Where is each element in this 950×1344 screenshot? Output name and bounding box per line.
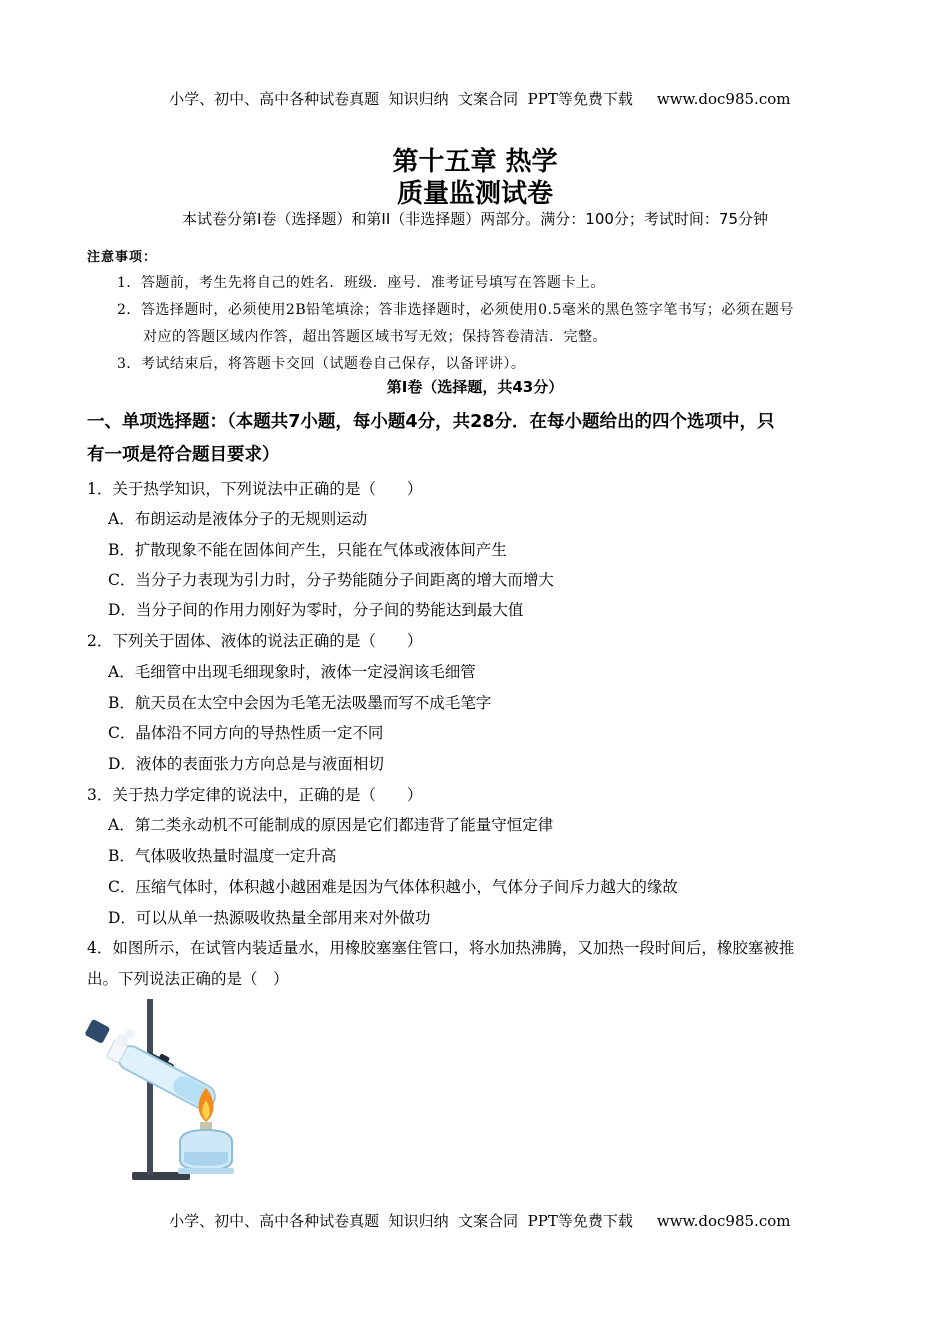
question-2-option-b: B．航天员在太空中会因为毛笔无法吸墨而写不成毛笔字 (108, 694, 492, 712)
footer-text: 小学、初中、高中各种试卷真题 知识归纳 文案合同 PPT等免费下载 (169, 1212, 633, 1230)
question-1-option-c: C．当分子力表现为引力时，分子势能随分子间距离的增大而增大 (108, 571, 554, 589)
question-3-stem: 3．关于热力学定律的说法中，正确的是（ ） (87, 786, 423, 804)
notice-item-2-cont: 对应的答题区域内作答，超出答题区域书写无效；保持答卷清洁．完整。 (143, 329, 607, 345)
question-3-option-c: C．压缩气体时，体积越小越困难是因为气体体积越小，气体分子间斥力越大的缘故 (108, 878, 678, 896)
question-4-stem: 4．如图所示，在试管内装适量水，用橡胶塞塞住管口，将水加热沸腾，又加热一段时间后，橡胶塞被推 (87, 939, 795, 957)
section1-heading-cont: 有一项是符合题目要求） (87, 445, 280, 465)
question-3-option-d: D．可以从单一热源吸收热量全部用来对外做功 (108, 909, 431, 927)
notice-item-3: 3．考试结束后，将答题卡交回（试题卷自己保存，以备评讲）。 (117, 356, 526, 372)
part1-title: 第Ⅰ卷（选择题，共43分） (386, 378, 564, 396)
title-line-2: 质量监测试卷 (396, 179, 553, 209)
question-3-option-b: B．气体吸收热量时温度一定升高 (108, 847, 337, 865)
notice-item-2: 2．答选择题时，必须使用2B铅笔填涂；答非选择题时，必须使用0.5毫米的黑色签字笔书写；必须在题号 (117, 302, 794, 318)
rubber-stopper (84, 1019, 110, 1044)
header-text: 小学、初中、高中各种试卷真题 知识归纳 文案合同 PPT等免费下载 (169, 90, 633, 108)
stand-rod (147, 999, 153, 1175)
question-2-option-d: D．液体的表面张力方向总是与液面相切 (108, 755, 384, 773)
footer-url[interactable]: www.doc985.com (656, 1212, 791, 1230)
question-2-stem: 2．下列关于固体、液体的说法正确的是（ ） (87, 632, 423, 650)
question-1-option-d: D．当分子间的作用力刚好为零时，分子间的势能达到最大值 (108, 601, 524, 619)
question-1-option-b: B．扩散现象不能在固体间产生，只能在气体或液体间产生 (108, 541, 507, 559)
apparatus-illustration (84, 996, 264, 1186)
page-footer (0, 1192, 950, 1231)
exam-subtitle: 本试卷分第I卷（选择题）和第II（非选择题）两部分。满分：100分；考试时间：75分钟 (182, 210, 768, 228)
test-tube-heating-figure (84, 996, 264, 1190)
question-1-option-a: A．布朗运动是液体分子的无规则运动 (108, 510, 368, 528)
page-header (0, 70, 950, 109)
question-4-stem-cont: 出。下列说法正确的是（ ） (87, 970, 289, 988)
question-3-option-a: A．第二类永动机不可能制成的原因是它们都违背了能量守恒定律 (108, 816, 554, 834)
question-2-option-c: C．晶体沿不同方向的导热性质一定不同 (108, 724, 384, 742)
section1-heading: 一、单项选择题：（本题共7小题，每小题4分，共28分．在每小题给出的四个选项中，只 (87, 412, 775, 432)
notice-item-1: 1．答题前，考生先将自己的姓名．班级．座号．准考证号填写在答题卡上。 (117, 275, 605, 291)
question-1-stem: 1．关于热学知识，下列说法中正确的是（ ） (87, 480, 423, 498)
header-url[interactable]: www.doc985.com (656, 90, 791, 108)
notice-heading: 注意事项： (87, 250, 158, 265)
title-line-1: 第十五章 热学 (392, 147, 558, 177)
question-2-option-a: A．毛细管中出现毛细现象时，液体一定浸润该毛细管 (108, 663, 476, 681)
